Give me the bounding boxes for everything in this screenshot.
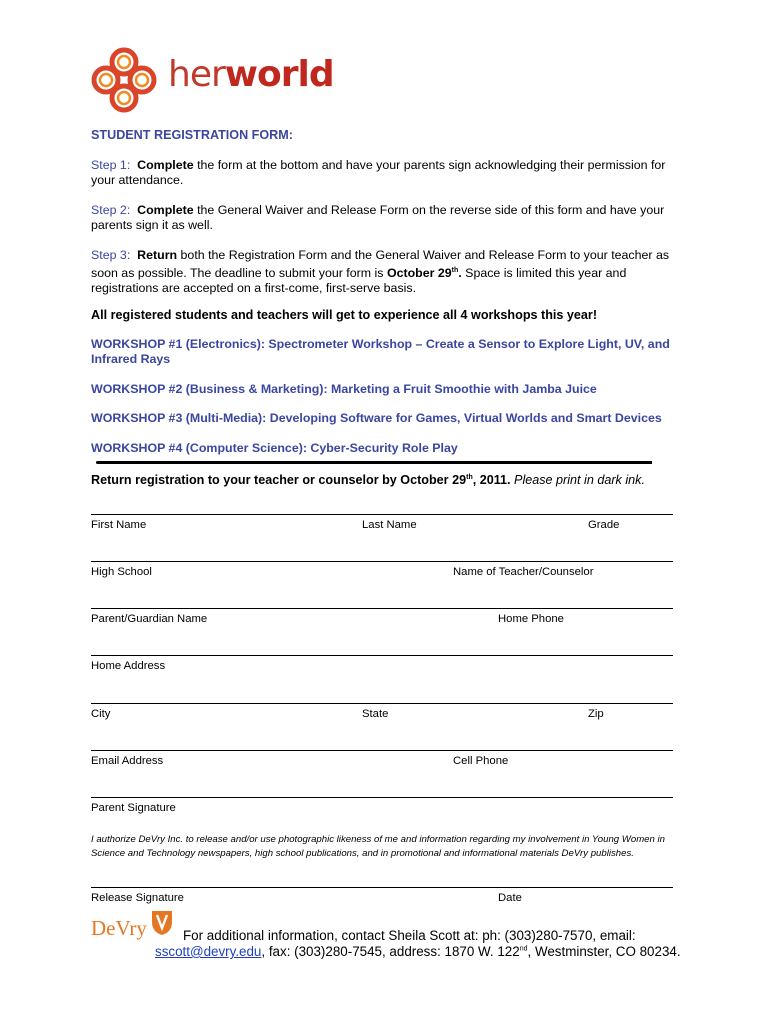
parent-row-line[interactable]	[91, 608, 673, 609]
step-2-strong: Complete	[137, 203, 194, 217]
city-label: City	[91, 708, 111, 720]
contact-city: , Westminster, CO 80234.	[527, 944, 681, 959]
section-divider	[96, 461, 652, 464]
devry-shield-icon	[151, 910, 173, 936]
workshop-2: WORKSHOP #2 (Business & Marketing): Marketing a Fruit Smoothie with Jamba Juice	[91, 382, 597, 396]
workshop-1: WORKSHOP #1 (Electronics): Spectrometer Workshop – Create a Sensor to Explore Light, UV, and Infrared Rays	[91, 337, 670, 366]
devry-logo	[91, 910, 181, 942]
step-3-rest-b: Space is limited this year and registrations are accepted on a first-come, first-serve basis.	[91, 266, 627, 296]
return-italic: Please print in dark ink.	[510, 473, 645, 488]
deadline-date: October 29	[386, 266, 452, 281]
step-2-rest: the General Waiver and Release Form on the reverse side of this form and have your parents sign it as well.	[91, 203, 665, 232]
step-1-strong: Complete	[137, 158, 194, 172]
cell-phone-label: Cell Phone	[453, 755, 509, 767]
all-registered-text: All registered students and teachers will get to experience all 4 workshops this year!	[91, 308, 598, 322]
home-phone-label: Home Phone	[498, 613, 564, 625]
step-3-label: Step 3:	[91, 248, 131, 262]
zip-label: Zip	[588, 708, 604, 720]
city-row-line[interactable]	[91, 703, 673, 704]
date-label: Date	[498, 892, 522, 904]
contact-line-1: For additional information, contact Sheila Scott at: ph: (303)280-7570, email:	[183, 928, 636, 943]
high-school-label: High School	[91, 566, 152, 578]
parent-signature-label: Parent Signature	[91, 802, 176, 814]
return-instructions	[91, 470, 691, 488]
grade-label: Grade	[588, 519, 620, 531]
step-2-text	[91, 203, 691, 233]
contact-email-link[interactable]: sscott@devry.edu	[155, 944, 262, 959]
page-title: STUDENT REGISTRATION FORM:	[91, 128, 293, 142]
workshop-3: WORKSHOP #3 (Multi-Media): Developing Software for Games, Virtual Worlds and Smart Devices	[91, 411, 662, 425]
school-row-line[interactable]	[91, 561, 673, 562]
first-name-label: First Name	[91, 519, 147, 531]
workshop-4: WORKSHOP #4 (Computer Science): Cyber-Security Role Play	[91, 441, 458, 455]
release-signature-label: Release Signature	[91, 892, 184, 904]
devry-wordmark: DeVry	[91, 916, 147, 940]
email-label: Email Address	[91, 755, 164, 767]
step-3-rest-a: both the Registration Form and the General Waiver and Release Form to your teacher as soon as possible. The deadline to submit your form is	[91, 248, 670, 281]
email-row-line[interactable]	[91, 750, 673, 751]
state-label: State	[362, 708, 389, 720]
contact-sup: nd	[519, 945, 528, 953]
step-1-rest: the form at the bottom and have your parents sign acknowledging their permission for your attendance.	[91, 158, 666, 187]
contact-line-2	[155, 944, 681, 959]
return-sup: th	[466, 474, 473, 481]
step-2-label: Step 2:	[91, 203, 131, 217]
parent-name-label: Parent/Guardian Name	[91, 613, 208, 625]
teacher-label: Name of Teacher/Counselor	[453, 566, 594, 578]
name-row-line[interactable]	[91, 514, 673, 515]
contact-fax-address: , fax: (303)280-7545, address: 1870 W. 122	[261, 944, 520, 959]
step-3-strong: Return	[137, 248, 178, 262]
home-address-label: Home Address	[91, 660, 166, 672]
deadline-sup: th	[451, 267, 459, 274]
logo-wordmark: herworld	[168, 54, 334, 95]
address-row-line[interactable]	[91, 655, 673, 656]
deadline-dot: .	[458, 266, 462, 281]
step-3-text	[91, 248, 691, 296]
step-1-label: Step 1:	[91, 158, 131, 172]
release-signature-line[interactable]	[91, 887, 673, 888]
return-rest: , 2011.	[472, 473, 511, 488]
last-name-label: Last Name	[362, 519, 417, 531]
step-1-text	[91, 158, 691, 188]
authorization-text: I authorize DeVry Inc. to release and/or use photographic likeness of me and information regarding my involvement in Young Women in Science and Technology newspapers, high school publications, and in promotional and informational materials DeVry publishes.	[91, 834, 665, 859]
parent-signature-line[interactable]	[91, 797, 673, 798]
return-text: Return registration to your teacher or counselor by October 29	[91, 473, 467, 488]
